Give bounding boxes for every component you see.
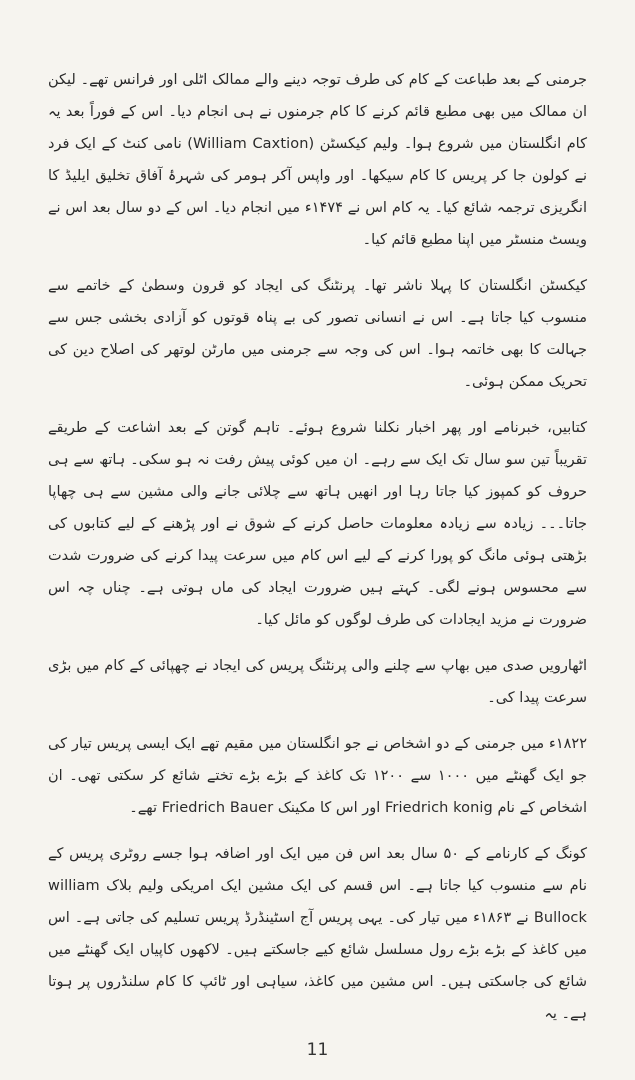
paragraph-3: کتابیں، خبرنامے اور پھر اخبار نکلنا شروع ہوئے۔ تاہم گوتن کے بعد اشاعت کے طریقے تقریباً تین سو سال تک ایک سے رہے۔ ان میں کوئی پیش رفت نہ ہو سکی۔ ہاتھ سے ہی حروف کو کمپوز کیا جاتا رہا اور انھیں ہاتھ سے چلائی جانے والی مشین سے ہی چھاپا جاتا۔۔۔ زیادہ سے زیادہ معلومات حاصل کرنے کے شوق نے اور پڑھنے کے لیے کتابوں کی بڑھتی ہوئی مانگ کو پورا کرنے کے لیے اس کام میں سرعت پیدا کرنے کی ضرورت شدت سے محسوس ہونے لگی۔ کہتے ہیں ضرورت ایجاد کی ماں ہوتی ہے۔ چناں چہ اس ضرورت نے مزید ایجادات کی طرف لوگوں کو مائل کیا۔ — [48, 420, 587, 628]
paragraph-2: کیکسٹن انگلستان کا پہلا ناشر تھا۔ پرنٹنگ کی ایجاد کو قرون وسطیٰ کے خاتمے سے منسوب کیا جاتا ہے۔ اس نے انسانی تصور کی بے پناہ قوتوں کو آزادی بخشی جس سے جہالت کا بھی خاتمہ ہوا۔ اس کی وجہ سے جرمنی میں مارٹن لوتھر کی اصلاح دین کی تحریک ممکن ہوئی۔ — [48, 278, 587, 390]
paragraph-6: کونگ کے کارنامے کے ۵۰ سال بعد اس فن میں ایک اور اضافہ ہوا جسے روٹری پریس کے نام سے منسوب کیا جاتا ہے۔ اس قسم کی ایک مشین ایک امریکی ولیم بلاک william Bullock نے ۱۸۶۳ء میں تیار کی۔ یہی پریس آج اسٹینڈرڈ پریس تسلیم کی جاتی ہے۔ اس میں کاغذ کے بڑے بڑے رول مسلسل شائع کیے جاسکتے ہیں۔ لاکھوں کاپیاں ایک گھنٹے میں شائع کی جاسکتی ہیں۔ اس مشین میں کاغذ، سیاہی اور ٹائپ کا کام سلنڈروں پر ہوتا ہے۔ یہ — [48, 846, 588, 1022]
page-number: 11 — [306, 1040, 329, 1060]
paragraph-4: اٹھارویں صدی میں بھاپ سے چلنے والی پرنٹنگ پریس کی ایجاد نے چھپائی کے کام میں بڑی سرعت پیدا کی۔ — [48, 658, 587, 706]
paragraph-5: ۱۸۲۲ء میں جرمنی کے دو اشخاص نے جو انگلستان میں مقیم تھے ایک ایسی پریس تیار کی جو ایک گھنٹے میں ۱۰۰۰ سے ۱۲۰۰ تک کاغذ کے بڑے بڑے تختے شائع کر سکتی تھی۔ ان اشخاص کے نام Friedrich konig اور اس کا مکینک Friedrich Bauer تھے۔ — [48, 736, 587, 816]
paragraph-1: جرمنی کے بعد طباعت کے کام کی طرف توجہ دینے والے ممالک اٹلی اور فرانس تھے۔ لیکن ان ممالک میں بھی مطبع قائم کرنے کا کام جرمنوں نے ہی انجام دیا۔ اس کے فوراً بعد یہ کام انگلستان میں شروع ہوا۔ ولیم کیکسٹن (William Caxtion) نامی کنٹ کے ایک فرد نے کولون جا کر پریس کا کام سیکھا۔ اور واپس آکر ہومر کی شہرۂ آفاق تخلیق ایلیڈ کا انگریزی ترجمہ شائع کیا۔ یہ کام اس نے ۱۴۷۴ء میں انجام دیا۔ اس کے دو سال بعد اس نے ویسٹ منسٹر میں اپنا مطبع قائم کیا۔ — [48, 72, 588, 248]
